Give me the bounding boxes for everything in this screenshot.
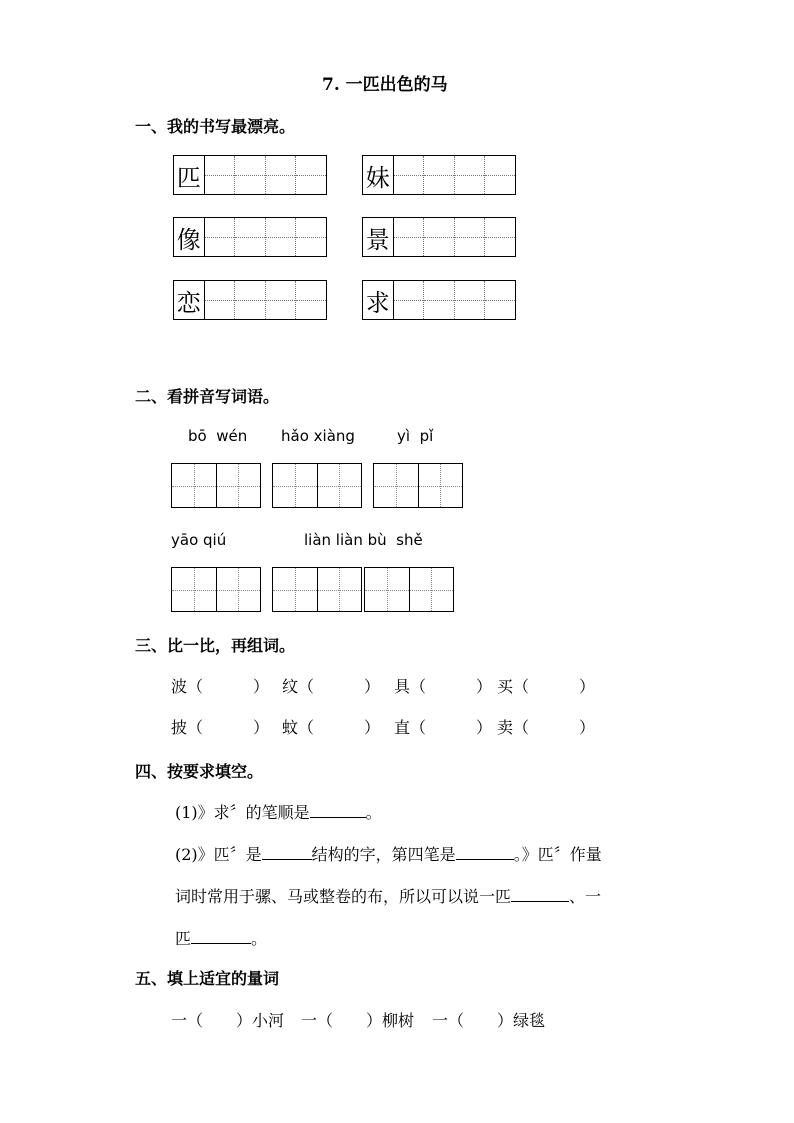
writing-cell[interactable]: [204, 281, 235, 319]
writing-grid[interactable]: [173, 280, 327, 320]
writing-cell[interactable]: [204, 156, 235, 194]
compare-paren: ）: [476, 677, 493, 696]
compare-paren: ）: [476, 718, 493, 737]
answer-box[interactable]: [171, 567, 261, 612]
compare-paren: ）: [364, 718, 381, 737]
writing-cell[interactable]: [423, 156, 454, 194]
compare-item: 波（: [171, 677, 204, 696]
writing-cell[interactable]: [484, 156, 515, 194]
answer-blank[interactable]: [511, 887, 569, 902]
writing-cell[interactable]: [234, 281, 265, 319]
pinyin-label: yì pǐ: [397, 427, 434, 445]
writing-cell[interactable]: [265, 281, 296, 319]
answer-blank[interactable]: [456, 845, 514, 860]
fill-question-2-line-2: 词时常用于骡、马或整卷的布，所以可以说一匹 、一: [175, 887, 602, 906]
model-char: 像: [176, 225, 201, 254]
section-3-heading: 三、比一比，再组词。: [135, 636, 296, 655]
measure-item: ）绿毯: [497, 1011, 546, 1030]
compare-paren: ）: [364, 677, 381, 696]
writing-cell[interactable]: [393, 156, 424, 194]
writing-cell[interactable]: [234, 218, 265, 256]
writing-cell[interactable]: [295, 218, 326, 256]
page-title: 7. 一匹出色的马: [322, 75, 448, 95]
compare-item: 具（: [394, 677, 427, 696]
pinyin-label: liàn liàn bù shě: [304, 531, 423, 549]
section-2-heading: 二、看拼音写词语。: [135, 387, 280, 406]
writing-cell[interactable]: [265, 218, 296, 256]
writing-cell[interactable]: [295, 156, 326, 194]
writing-grid[interactable]: [173, 217, 327, 257]
writing-grid[interactable]: [362, 155, 516, 195]
section-4-heading: 四、按要求填空。: [135, 762, 264, 781]
answer-blank[interactable]: [310, 803, 366, 818]
compare-paren: ）: [579, 718, 596, 737]
answer-box[interactable]: [272, 567, 362, 612]
answer-box[interactable]: [373, 463, 463, 508]
writing-grid[interactable]: [362, 280, 516, 320]
writing-cell[interactable]: [423, 281, 454, 319]
writing-cell[interactable]: [454, 281, 485, 319]
answer-box[interactable]: [171, 463, 261, 508]
measure-item: 一（: [171, 1011, 204, 1030]
writing-cell[interactable]: [393, 281, 424, 319]
compare-paren: ）: [579, 677, 596, 696]
answer-box[interactable]: [364, 567, 454, 612]
pinyin-label: bō wén: [188, 427, 248, 445]
writing-cell[interactable]: [454, 156, 485, 194]
writing-cell[interactable]: [295, 281, 326, 319]
compare-item: 买（: [497, 677, 530, 696]
fill-question-1: (1)》求〞的笔顺是 。: [175, 803, 382, 822]
writing-grid[interactable]: [173, 155, 327, 195]
fill-question-2: (2)》匹〞是 结构的字，第四笔是 。》匹〞作量: [175, 845, 602, 864]
model-char: 求: [365, 288, 390, 317]
writing-cell[interactable]: [204, 218, 235, 256]
measure-item: ）小河: [236, 1011, 285, 1030]
measure-item: ）柳树: [366, 1011, 415, 1030]
compare-item: 卖（: [497, 718, 530, 737]
writing-cell[interactable]: [265, 156, 296, 194]
answer-blank[interactable]: [191, 929, 251, 944]
model-char: 匹: [176, 163, 201, 192]
answer-blank[interactable]: [262, 845, 312, 860]
writing-cell[interactable]: [484, 218, 515, 256]
model-char: 妹: [365, 163, 390, 192]
model-char: 景: [365, 225, 390, 254]
pinyin-label: hǎo xiàng: [281, 427, 355, 445]
pinyin-label: yāo qiú: [171, 531, 227, 549]
writing-cell[interactable]: [484, 281, 515, 319]
answer-box[interactable]: [272, 463, 362, 508]
section-1-heading: 一、我的书写最漂亮。: [135, 117, 296, 136]
compare-item: 纹（: [282, 677, 315, 696]
writing-cell[interactable]: [393, 218, 424, 256]
measure-item: 一（: [432, 1011, 465, 1030]
writing-cell[interactable]: [454, 218, 485, 256]
compare-item: 披（: [171, 718, 204, 737]
model-char: 恋: [176, 288, 201, 317]
writing-grid[interactable]: [362, 217, 516, 257]
writing-cell[interactable]: [423, 218, 454, 256]
section-5-heading: 五、填上适宜的量词: [135, 969, 280, 988]
compare-paren: ）: [253, 718, 270, 737]
fill-question-2-line-3: 匹 。: [175, 929, 268, 948]
measure-item: 一（: [301, 1011, 334, 1030]
compare-item: 直（: [394, 718, 427, 737]
compare-item: 蚊（: [282, 718, 315, 737]
compare-paren: ）: [253, 677, 270, 696]
writing-cell[interactable]: [234, 156, 265, 194]
